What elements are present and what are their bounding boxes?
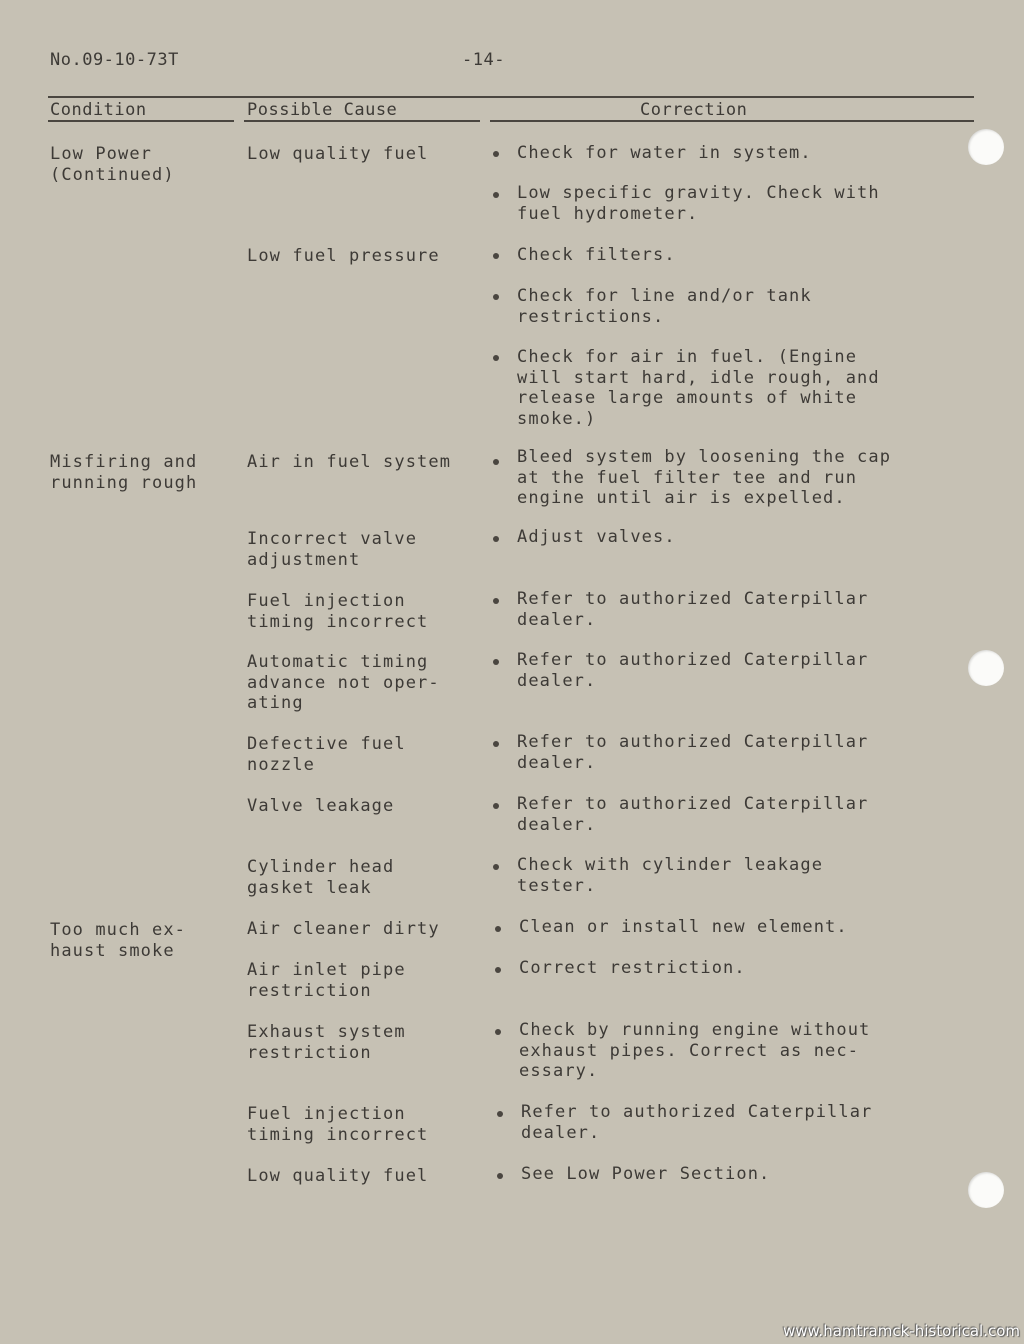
correction-refer-dealer: Refer to authorized Caterpillar dealer. (517, 794, 869, 835)
page-number: -14- (462, 50, 505, 70)
column-header-cause: Possible Cause (247, 100, 398, 120)
correction-refer-dealer: Refer to authorized Caterpillar dealer. (517, 589, 869, 630)
correction-clean-element: Clean or install new element. (519, 917, 848, 937)
cause-timing-advance: Automatic timing advance not oper- ating (247, 652, 440, 713)
correction-exhaust-pipes: Check by running engine without exhaust pipes. Correct as nec- essary. (519, 1020, 871, 1081)
cause-air-cleaner: Air cleaner dirty (247, 919, 440, 939)
cause-fuel-nozzle: Defective fuel nozzle (247, 734, 406, 775)
bullet (493, 294, 499, 300)
bullet (497, 1173, 503, 1179)
condition-exhaust-smoke: Too much ex- haust smoke (50, 920, 187, 961)
correction-refer-dealer: Refer to authorized Caterpillar dealer. (521, 1102, 873, 1143)
correction-check-filters: Check filters. (517, 245, 676, 265)
correction-refer-dealer: Refer to authorized Caterpillar dealer. (517, 650, 869, 691)
bullet (493, 459, 499, 465)
bullet (497, 1111, 503, 1117)
document-number: No.09-10-73T (50, 50, 179, 70)
bullet (493, 864, 499, 870)
bullet (493, 659, 499, 665)
correction-bleed-system: Bleed system by loosening the cap at the fuel filter tee and run engine until air is expelled. (517, 447, 892, 508)
correction-correct-restriction: Correct restriction. (519, 958, 746, 978)
column-header-correction: Correction (640, 100, 748, 120)
column-header-condition: Condition (50, 100, 147, 120)
cause-valve-leakage: Valve leakage (247, 796, 395, 816)
header-rule (48, 96, 974, 98)
cause-valve-adjustment: Incorrect valve adjustment (247, 529, 418, 570)
bullet (493, 192, 499, 198)
cause-exhaust-restriction: Exhaust system restriction (247, 1022, 406, 1063)
binder-hole (968, 650, 1004, 686)
cause-underline (244, 120, 480, 122)
condition-misfiring: Misfiring and running rough (50, 452, 198, 493)
bullet (495, 967, 501, 973)
correction-refer-dealer: Refer to authorized Caterpillar dealer. (517, 732, 869, 773)
cause-air-inlet: Air inlet pipe restriction (247, 960, 406, 1001)
bullet (495, 926, 501, 932)
binder-hole (968, 1172, 1004, 1208)
cause-injection-timing-2: Fuel injection timing incorrect (247, 1104, 429, 1145)
bullet (493, 355, 499, 361)
correction-underline (490, 120, 974, 122)
correction-adjust-valves: Adjust valves. (517, 527, 676, 547)
condition-low-power: Low Power (Continued) (50, 144, 175, 185)
cause-low-fuel-pressure: Low fuel pressure (247, 246, 440, 266)
bullet (495, 1029, 501, 1035)
cause-air-in-fuel: Air in fuel system (247, 452, 452, 472)
condition-underline (48, 120, 234, 122)
correction-specific-gravity: Low specific gravity. Check with fuel hydrometer. (517, 183, 880, 224)
bullet (493, 151, 499, 157)
website-watermark: www.hamtramck-historical.com (783, 1322, 1020, 1340)
cause-head-gasket: Cylinder head gasket leak (247, 857, 395, 898)
correction-air-in-fuel: Check for air in fuel. (Engine will start hard, idle rough, and release large amounts of white smoke.) (517, 347, 880, 429)
cause-low-quality-fuel: Low quality fuel (247, 144, 429, 164)
binder-hole (968, 129, 1004, 165)
bullet (493, 253, 499, 259)
bullet (493, 536, 499, 542)
bullet (493, 741, 499, 747)
cause-injection-timing: Fuel injection timing incorrect (247, 591, 429, 632)
correction-see-low-power: See Low Power Section. (521, 1164, 771, 1184)
correction-line-restrictions: Check for line and/or tank restrictions. (517, 286, 812, 327)
correction-leakage-tester: Check with cylinder leakage tester. (517, 855, 824, 896)
cause-low-quality-fuel-2: Low quality fuel (247, 1166, 429, 1186)
bullet (493, 598, 499, 604)
correction-water-check: Check for water in system. (517, 143, 812, 163)
bullet (493, 803, 499, 809)
